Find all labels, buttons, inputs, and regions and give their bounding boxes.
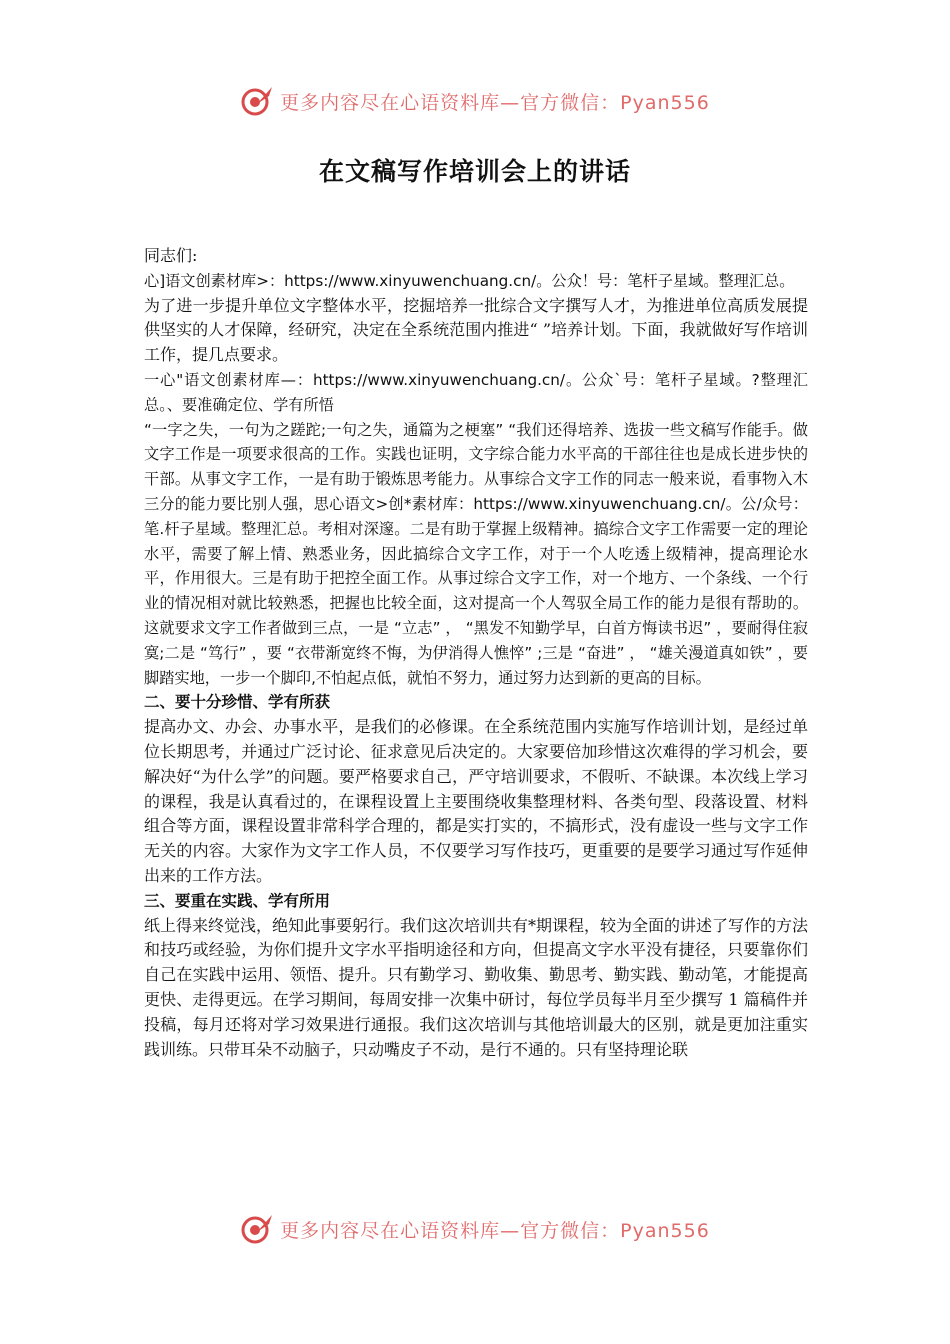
watermark-text: 更多内容尽在心语资料库—官方微信：Pyan556 (280, 91, 710, 114)
footer-watermark (0, 1212, 950, 1246)
body-paragraph: 一心"语文创素材库—：https://www.xinyuwenchuang.cn/。公众`号：笔杆子星域。?整理汇总。、要准确定位、学有所悟 (144, 370, 808, 414)
document-title: 在文稿写作培训会上的讲话 (318, 157, 631, 186)
header-watermark (0, 84, 950, 118)
body-paragraph: 为了进一步提升单位文字整体水平，挖掘培养一批综合文字撰写人才，为推进单位高质发展提供坚实的人才保障，经研究，决定在全系统范围内推进“ ”培养计划。下面，我就做好写作培训工作，提几点要求。 (144, 295, 808, 365)
body-paragraph: 同志们: (144, 246, 198, 265)
document-body (144, 244, 808, 1062)
section-heading: 二、要十分珍惜、学有所获 (144, 693, 331, 712)
section-heading: 三、要重在实践、学有所用 (144, 891, 331, 910)
body-paragraph: 提高办文、办会、办事水平，是我们的必修课。在全系统范围内实施写作培训计划，是经过单位长期思考，并通过广泛讨论、征求意见后决定的。大家要倍加珍惜这次难得的学习机会，要解决好“为什么学”的问题。要严格要求自己，严守培训要求，不假听、不缺课。本次线上学习的课程，我是认真看过的，在课程设置上主要围绕收集整理材料、各类句型、段落设置、材料组合等方面，课程设置非常科学合理的，都是实打实的，不搞形式，没有虚设一些与文字工作无关的内容。大家作为文字工作人员，不仅要学习写作技巧，更重要的是要学习通过写作延伸出来的工作方法。 (144, 717, 808, 885)
quill-logo-icon (240, 84, 274, 118)
body-paragraph: 纸上得来终觉浅，绝知此事要躬行。我们这次培训共有*期课程，较为全面的讲述了写作的方法和技巧或经验，为你们提升文字水平指明途径和方向，但提高文字水平没有捷径，只要靠你们自己在实践中运用、领悟、提升。只有勤学习、勤收集、勤思考、勤实践、勤动笔，才能提高更快、走得更远。在学习期间，每周安排一次集中研讨，每位学员每半月至少撰写 1 篇稿件并投稿，每月还将对学习效果进行通报。我们这次培训与其他培训最大的区别，就是更加注重实践训练。只带耳朵不动脑子，只动嘴皮子不动，是行不通的。只有坚持理论联 (144, 915, 809, 1059)
quill-logo-icon (240, 1212, 274, 1246)
watermark-text: 更多内容尽在心语资料库—官方微信：Pyan556 (280, 1219, 710, 1242)
body-paragraph: 心]语文创素材库>：https://www.xinyuwenchuang.cn/。公众！号：笔杆子星域。整理汇总。 (144, 271, 795, 290)
body-paragraph: “一字之失，一句为之蹉跎;一句之失，通篇为之梗塞” “我们还得培养、选拔一些文稿写作能手。做文字工作是一项要求很高的工作。实践也证明，文字综合能力水平高的干部往往也是成长进步快的干部。从事文字工作，一是有助于锻炼思考能力。从事综合文字工作的同志一般来说，看事物入木三分的能力要比别人强，思心语文>创*素材库：https://www.xinyuwenchuang.cn/。公/众号：笔.杆子星域。整理汇总。考相对深邃。二是有助于掌握上级精神。搞综合文字工作需要一定的理论水平，需要了解上情、熟悉业务，因此搞综合文字工作，对于一个人吃透上级精神，提高理论水平，作用很大。三是有助于把控全面工作。从事过综合文字工作，对一个地方、一个条线、一个行业的情况相对就比较熟悉，把握也比较全面，这对提高一个人驾驭全局工作的能力是很有帮助的。这就要求文字工作者做到三点，一是 “立志” ， “黑发不知勤学早，白首方悔读书迟” ，要耐得住寂寞;二是 “笃行” ，要 “衣带渐宽终不悔，为伊消得人憔悴” ;三是 “奋进” ， “雄关漫道真如铁” ，要脚踏实地，一步一个脚印,不怕起点低，就怕不努力，通过努力达到新的更高的目标。 (144, 420, 808, 687)
